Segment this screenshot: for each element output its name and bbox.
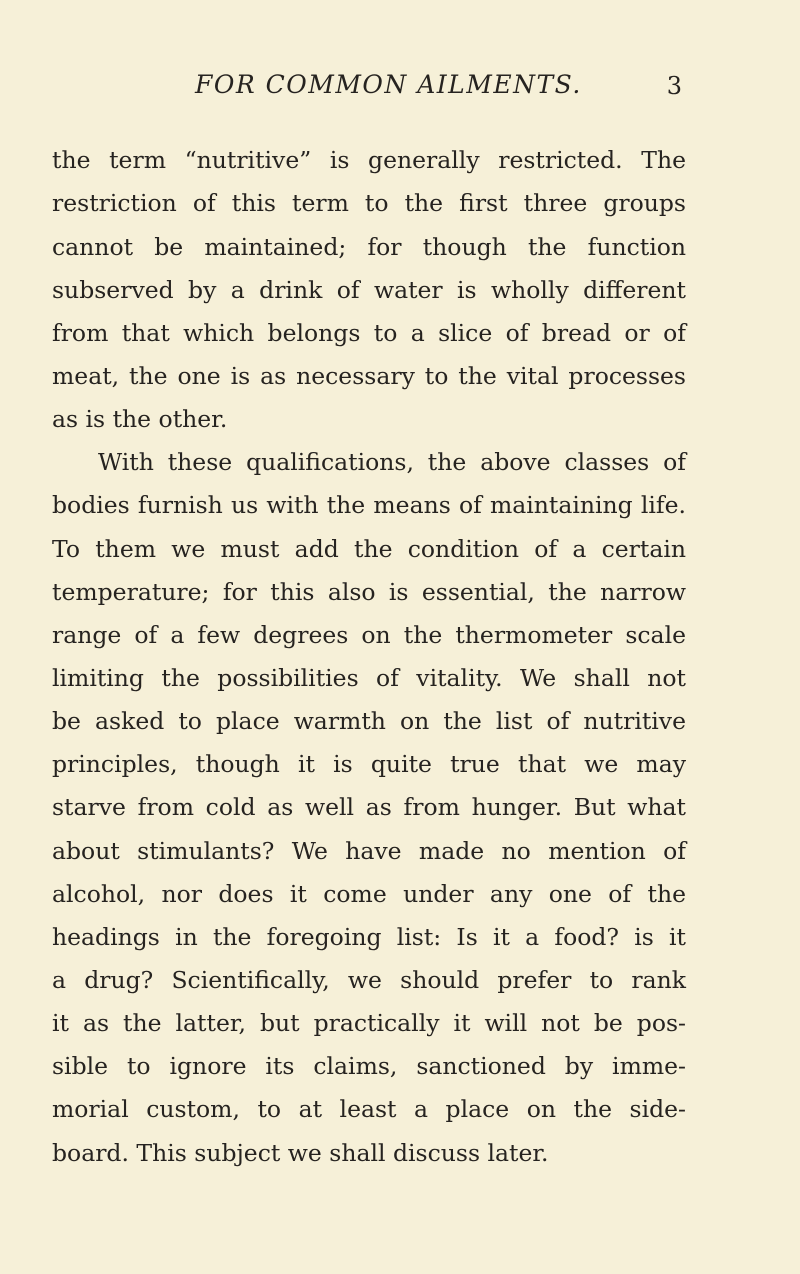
text-line: restriction of this term to the first three groups	[52, 189, 686, 217]
text-line: it as the latter, but practically it will not be pos-	[52, 1009, 686, 1037]
text-line: about stimulants? We have made no mention of	[52, 837, 686, 865]
text-line: from that which belongs to a slice of bread or of	[52, 319, 686, 347]
text-line: bodies furnish us with the means of maintaining life.	[52, 491, 686, 519]
text-line: To them we must add the condition of a certain	[52, 535, 686, 563]
text-line: morial custom, to at least a place on the side-	[52, 1095, 686, 1123]
text-line: temperature; for this also is essential, the narrow	[52, 578, 686, 606]
text-line: alcohol, nor does it come under any one of the	[52, 880, 686, 908]
text-line: limiting the possibilities of vitality. We shall not	[52, 664, 686, 692]
text-line: starve from cold as well as from hunger. But what	[52, 793, 686, 821]
text-line: meat, the one is as necessary to the vital processes	[52, 362, 686, 390]
paragraph-first-line: With these qualifications, the above classes of	[98, 448, 686, 476]
text-line: as is the other.	[52, 405, 228, 433]
text-line: subserved by a drink of water is wholly different	[52, 276, 686, 304]
page-number: 3	[666, 72, 682, 100]
text-line: cannot be maintained; for though the function	[52, 233, 686, 261]
text-line: board. This subject we shall discuss later.	[52, 1139, 549, 1167]
text-line: be asked to place warmth on the list of nutritive	[52, 707, 686, 735]
text-line: range of a few degrees on the thermometer scale	[52, 621, 686, 649]
text-line: a drug? Scientifically, we should prefer to rank	[52, 966, 686, 994]
running-head: FOR COMMON AILMENTS.	[195, 70, 582, 99]
text-line: principles, though it is quite true that we may	[52, 750, 686, 778]
text-line: sible to ignore its claims, sanctioned by imme-	[52, 1052, 686, 1080]
text-line: headings in the foregoing list: Is it a food? is it	[52, 923, 686, 951]
text-line: the term “nutritive” is generally restricted. The	[52, 146, 686, 174]
